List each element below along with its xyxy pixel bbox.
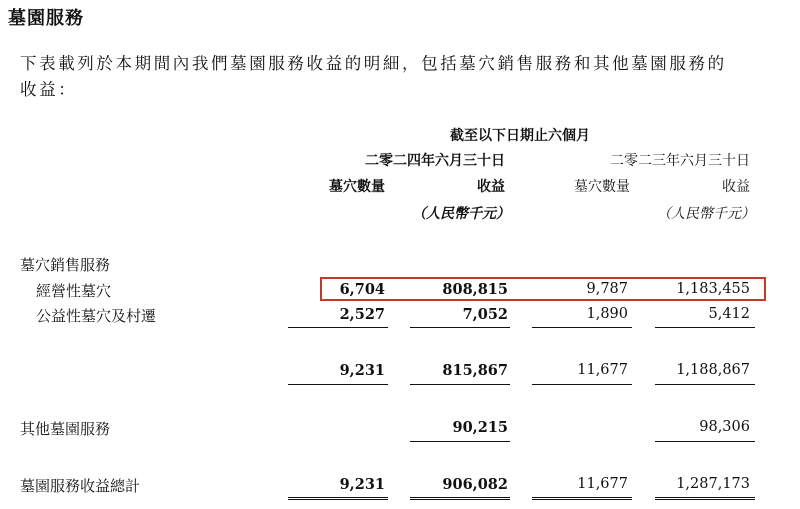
unit-2023: （人民幣千元） [657, 206, 755, 222]
cell: 9,787 [586, 281, 628, 297]
rule [410, 327, 510, 328]
intro-line-2: 收益： [20, 80, 78, 99]
row-label-public-plots: 公益性墓穴及村遷 [36, 307, 157, 325]
row-label-commercial-plots: 經營性墓穴 [36, 282, 112, 300]
rule [532, 327, 632, 328]
col-revenue-2024: 收益 [477, 179, 505, 195]
intro-line-1: 下表載列於本期間內我們墓園服務收益的明細，包括墓穴銷售服務和其他墓園服務的 [20, 54, 727, 73]
cell: 2,527 [339, 306, 385, 323]
double-rule [532, 497, 632, 500]
cell: 98,306 [699, 419, 750, 435]
double-rule [288, 497, 388, 500]
rule [288, 384, 388, 385]
rule [655, 441, 755, 442]
section-label-plot-sales: 墓穴銷售服務 [20, 256, 111, 274]
rule [288, 327, 388, 328]
row-label-total: 墓園服務收益總計 [20, 477, 141, 495]
double-rule [410, 497, 510, 500]
cell: 906,082 [442, 476, 508, 493]
cell: 5,412 [708, 306, 750, 322]
period-2024: 二零二四年六月三十日 [365, 153, 505, 169]
rule [655, 384, 755, 385]
cell: 808,815 [442, 281, 508, 298]
highlight-box [320, 277, 766, 301]
cell: 9,231 [339, 362, 385, 379]
rule [410, 384, 510, 385]
cell: 7,052 [462, 306, 508, 323]
double-rule [655, 497, 755, 500]
period-2023: 二零二三年六月三十日 [610, 153, 750, 169]
cell: 9,231 [339, 476, 385, 493]
col-plots-2024: 墓穴數量 [329, 179, 385, 195]
cell: 1,287,173 [676, 476, 750, 492]
cell: 1,183,455 [676, 281, 750, 297]
row-label-other-services: 其他墓園服務 [20, 420, 111, 438]
cell: 6,704 [339, 281, 385, 298]
cell: 815,867 [442, 362, 508, 379]
col-revenue-2023: 收益 [722, 179, 750, 195]
section-title: 墓園服務 [8, 8, 84, 29]
cell: 1,890 [586, 306, 628, 322]
cell: 1,188,867 [676, 362, 750, 378]
cell: 11,677 [577, 476, 628, 492]
rule [532, 384, 632, 385]
col-plots-2023: 墓穴數量 [574, 179, 630, 195]
rule [655, 327, 755, 328]
period-header: 截至以下日期止六個月 [450, 128, 590, 144]
cell: 11,677 [577, 362, 628, 378]
rule [410, 441, 510, 442]
unit-2024: （人民幣千元） [412, 206, 510, 222]
cell: 90,215 [452, 419, 508, 436]
